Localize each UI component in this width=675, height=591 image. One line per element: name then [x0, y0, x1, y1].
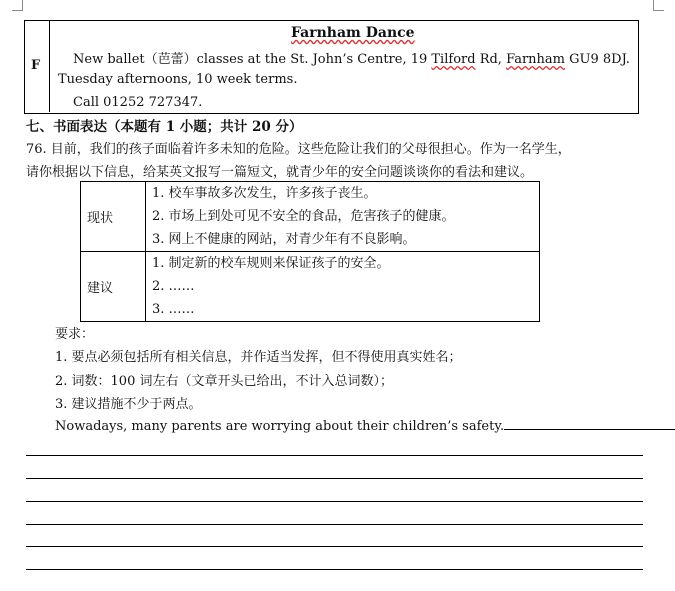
answer-line-5[interactable]: [26, 546, 643, 547]
requirement-item-1: 1. 要点必须包括所有相关信息，并作适当发挥，但不得使用真实姓名；: [55, 350, 462, 365]
row-label-status: 现状: [81, 182, 146, 252]
ad-title-text: Farnham Dance: [291, 25, 415, 41]
starter-text: Nowadays, many parents are worrying about their children’s safety.: [55, 419, 505, 434]
corner-mark-right: [653, 0, 664, 11]
requirement-item-2: 2. 词数：100 词左右（文章开头已给出，不计入总词数）；: [55, 374, 393, 389]
status-item-2: 2. 市场上到处可见不安全的食品，危害孩子的健康。: [152, 209, 455, 224]
ad-line1-pre: New ballet（芭蕾）classes at the St. John’s Centre, 19: [73, 52, 432, 67]
answer-line-4[interactable]: [26, 524, 643, 525]
section-title: 七、书面表达（本题有 1 小题；共计 20 分）: [26, 119, 303, 135]
table-row-status: [81, 182, 540, 252]
row-label-suggestions: 建议: [81, 252, 146, 322]
question-line-1: 76. 目前，我们的孩子面临着许多未知的危险。这些危险让我们的父母很担心。作为一名学生，: [26, 142, 571, 157]
ad-line1-farnham: Farnham: [506, 52, 566, 67]
corner-mark-left: [12, 0, 23, 11]
ad-letter: F: [31, 58, 41, 73]
ad-line1-mid: Rd,: [475, 52, 507, 67]
question-line-2: 请你根据以下信息，给某英文报写一篇短文，就青少年的安全问题谈谈你的看法和建议。: [26, 165, 534, 180]
suggestion-item-2: 2. ……: [152, 279, 195, 294]
row-items-suggestions: [146, 252, 540, 322]
ad-line2: Tuesday afternoons, 10 week terms.: [58, 72, 298, 87]
ad-line3: Call 01252 727347.: [73, 95, 203, 110]
info-table: [80, 181, 540, 322]
ad-title: [291, 25, 415, 41]
ad-line1: [73, 48, 630, 67]
answer-line-1[interactable]: [26, 455, 643, 456]
answer-line-2[interactable]: [26, 478, 643, 479]
requirements-heading: 要求：: [55, 327, 95, 342]
ad-line1-tilford: Tilford: [431, 52, 476, 67]
answer-line-3[interactable]: [26, 501, 643, 502]
answer-blank[interactable]: [504, 417, 675, 430]
suggestion-item-1: 1. 制定新的校车规则来保证孩子的安全。: [152, 256, 390, 271]
status-item-1: 1. 校车事故多次发生，许多孩子丧生。: [152, 186, 377, 201]
suggestion-item-3: 3. ……: [152, 302, 195, 317]
status-item-3: 3. 网上不健康的网站，对青少年有不良影响。: [152, 232, 416, 247]
row-items-status: [146, 182, 540, 252]
answer-line-6[interactable]: [26, 569, 643, 570]
table-row-suggestions: [81, 252, 540, 322]
starter-sentence: [55, 417, 675, 434]
requirement-item-3: 3. 建议措施不少于两点。: [55, 397, 202, 412]
ad-line1-post: GU9 8DJ.: [565, 52, 630, 67]
